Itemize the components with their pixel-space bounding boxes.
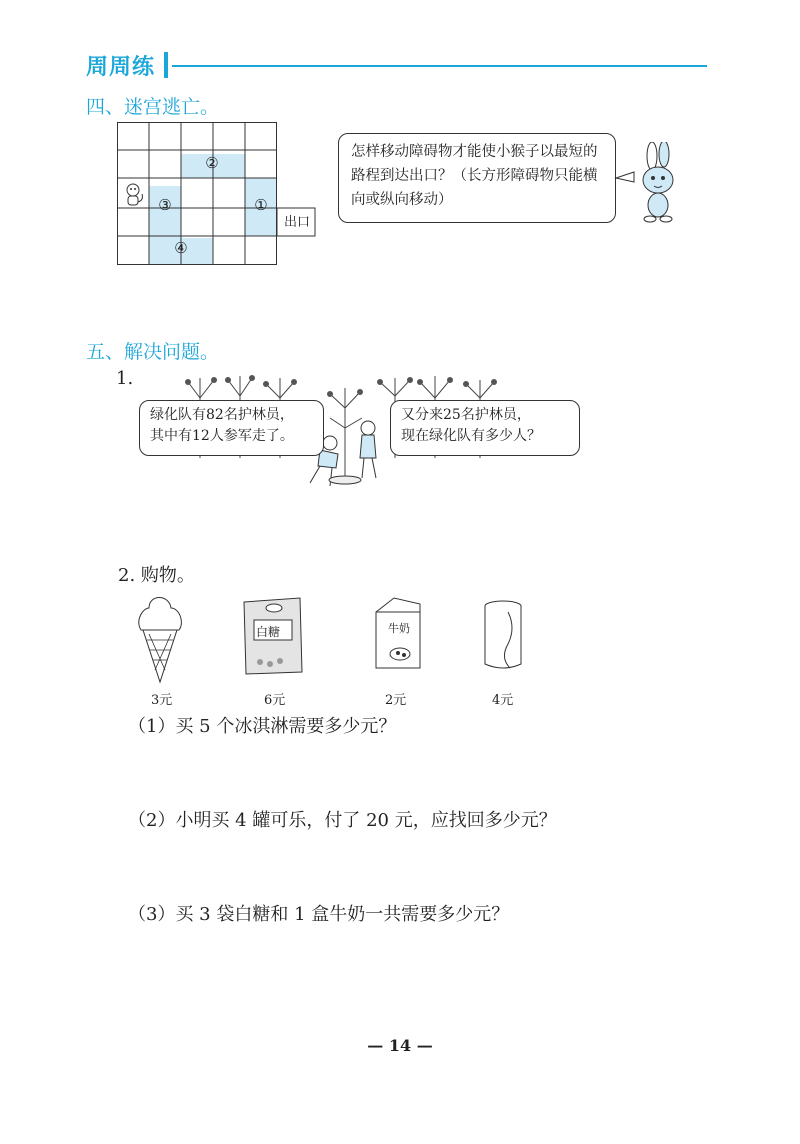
question-3: （3）买 3 袋白糖和 1 盒牛奶一共需要多少元？: [128, 904, 510, 925]
rabbit-icon: [612, 142, 702, 232]
ice-cream-price: 3元: [151, 693, 173, 708]
block-3-label: ③: [158, 196, 172, 214]
bubble-left-line-1: 绿化队有82名护林员，: [150, 407, 294, 423]
section-4-title: 四、迷宫逃亡。: [86, 96, 220, 118]
bubble-right-line-1: 又分来25名护林员，: [401, 407, 531, 423]
page-header-title: 周周练: [86, 55, 156, 80]
ice-cream-icon: [135, 590, 185, 685]
block-2-label: ②: [205, 154, 219, 172]
page-number: — 14 —: [367, 1036, 433, 1055]
question-2: （2）小明买 4 罐可乐，付了 20 元，应找回多少元？: [128, 810, 557, 831]
question-1: （1）买 5 个冰淇淋需要多少元？: [128, 716, 397, 737]
cola-can-icon: [480, 598, 526, 672]
block-4-label: ④: [174, 239, 188, 257]
milk-price: 2元: [385, 693, 407, 708]
problem-2-title: 2. 购物。: [118, 565, 195, 586]
section-5-title: 五、解决问题。: [86, 341, 220, 363]
block-1-label: ①: [254, 196, 268, 214]
problem-1-bubble-left: [139, 400, 324, 456]
bubble-right-line-2: 现在绿化队有多少人？: [401, 428, 541, 444]
cola-price: 4元: [492, 693, 514, 708]
bubble-left-line-2: 其中有12人参军走了。: [150, 428, 294, 444]
problem-1-bubble-right: [390, 400, 580, 456]
monkey-icon: [127, 184, 143, 205]
header-rule: [172, 65, 707, 67]
problem-1-number: 1.: [116, 368, 134, 389]
exit-label: 出口: [283, 215, 310, 230]
milk-carton-label: 牛奶: [388, 622, 410, 635]
maze-grid: [117, 122, 317, 272]
rabbit-speech-bubble: 怎样移动障碍物才能使小猴子以最短的路程到达出口？（长方形障碍物只能横向或纵向移动）: [338, 133, 616, 223]
sugar-bag-label: 白糖: [256, 625, 281, 639]
header-divider-bar: [164, 52, 168, 78]
sugar-price: 6元: [264, 693, 286, 708]
